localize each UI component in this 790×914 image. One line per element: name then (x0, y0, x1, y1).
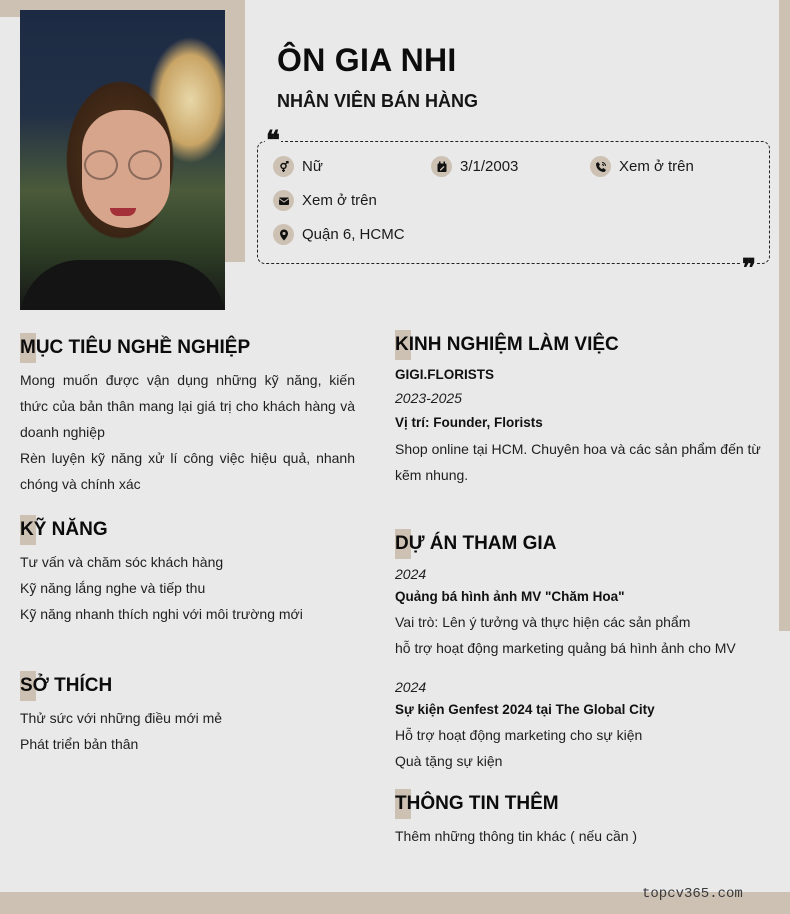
candidate-name: ÔN GIA NHI (277, 42, 457, 78)
section-title-experience: KINH NGHIỆM LÀM VIỆC (395, 334, 619, 356)
phone-icon (590, 156, 611, 177)
project-line: hỗ trợ hoạt động marketing quảng bá hình ảnh cho MV (395, 640, 736, 656)
project-name: Sự kiện Genfest 2024 tại The Global City (395, 702, 655, 717)
contact-address (273, 224, 405, 245)
photo-glasses (128, 150, 162, 180)
birthday-value: 3/1/2003 (460, 158, 519, 175)
section-title-skills: KỸ NĂNG (20, 519, 108, 541)
experience-period: 2023-2025 (395, 390, 462, 406)
photo-lips (110, 208, 136, 216)
address-value: Quận 6, HCMC (302, 226, 405, 243)
section-title-hobbies: SỞ THÍCH (20, 675, 112, 697)
project-line: Quà tặng sự kiện (395, 753, 503, 769)
calendar-icon (431, 156, 452, 177)
project-year: 2024 (395, 679, 427, 695)
contact-phone (590, 156, 694, 177)
phone-value: Xem ở trên (619, 158, 694, 175)
location-pin-icon (273, 224, 294, 245)
section-title-additional-info: THÔNG TIN THÊM (395, 793, 559, 815)
experience-description: Shop online tại HCM. Chuyên hoa và các sản phẩm đến từ kẽm nhung. (395, 441, 761, 483)
contact-gender (273, 156, 323, 177)
section-title-projects: DỰ ÁN THAM GIA (395, 533, 556, 555)
hobby-item: Phát triển bản thân (20, 736, 139, 752)
quote-open-icon: ❝ (266, 126, 280, 156)
hobby-item: Thử sức với những điều mới mẻ (20, 710, 223, 726)
email-value: Xem ở trên (302, 192, 377, 209)
photo-glasses (84, 150, 118, 180)
career-goal-paragraph: Rèn luyện kỹ năng xử lí công việc hiệu quả, nhanh chóng và chính xác (20, 450, 355, 492)
right-decor-bar (779, 0, 790, 631)
profile-photo (20, 10, 225, 310)
project-line: Hỗ trợ hoạt động marketing cho sự kiện (395, 727, 643, 743)
contact-email (273, 190, 377, 211)
skill-item: Tư vấn và chăm sóc khách hàng (20, 554, 224, 570)
gender-value: Nữ (302, 158, 323, 175)
project-year: 2024 (395, 566, 427, 582)
experience-position: Vị trí: Founder, Florists (395, 415, 543, 430)
quote-close-icon: ❞ (742, 254, 756, 284)
project-line: Vai trò: Lên ý tưởng và thực hiện các sản phẩm (395, 614, 691, 630)
gender-icon (273, 156, 294, 177)
section-title-career-goal: MỤC TIÊU NGHỀ NGHIỆP (20, 337, 250, 359)
job-title: NHÂN VIÊN BÁN HÀNG (277, 91, 479, 111)
skill-item: Kỹ năng lắng nghe và tiếp thu (20, 580, 206, 596)
contact-birthday (431, 156, 518, 177)
photo-shirt (20, 260, 225, 310)
skill-item: Kỹ năng nhanh thích nghi với môi trường mới (20, 606, 303, 622)
career-goal-paragraph: Mong muốn được vận dụng những kỹ năng, kiến thức của bản thân mang lại giá trị cho khách hàng và doanh nghiệp (20, 372, 355, 440)
experience-company: GIGI.FLORISTS (395, 367, 495, 382)
watermark: topcv365.com (642, 886, 743, 902)
envelope-icon (273, 190, 294, 211)
additional-info-text: Thêm những thông tin khác ( nếu cần ) (395, 828, 638, 844)
project-name: Quảng bá hình ảnh MV "Chăm Hoa" (395, 589, 625, 604)
